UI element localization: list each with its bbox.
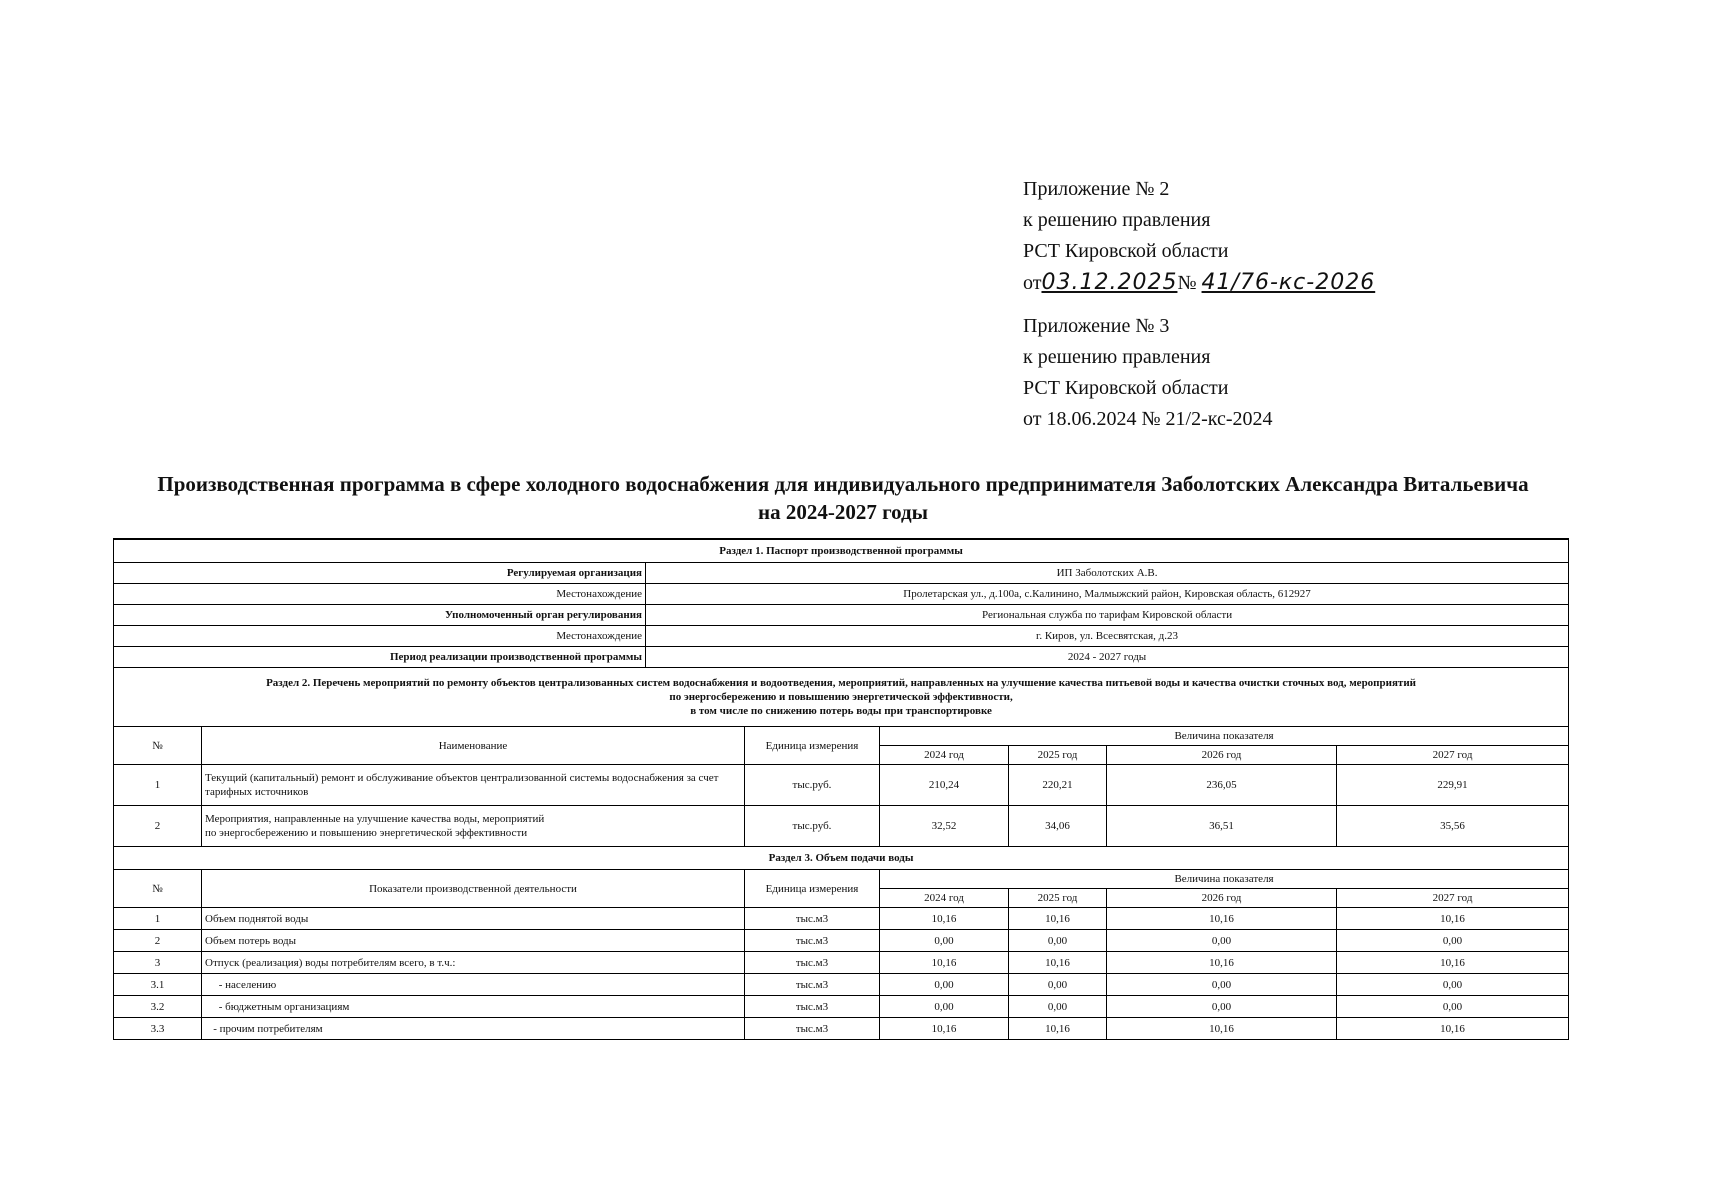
passport-label: Период реализации производственной программы [114, 647, 646, 668]
table-row [114, 974, 1569, 996]
row-name: - бюджетным организациям [202, 996, 745, 1018]
passport-row [114, 563, 1569, 584]
row-value-2024: 0,00 [880, 974, 1009, 996]
annex-2-number-sign: № [1177, 272, 1197, 294]
row-name: - населению [202, 974, 745, 996]
row-value-2025: 10,16 [1009, 908, 1107, 930]
row-unit: тыс.руб. [745, 765, 880, 806]
row-number: 3.1 [114, 974, 202, 996]
row-value-2025: 10,16 [1009, 952, 1107, 974]
table-row [114, 1018, 1569, 1040]
row-name [202, 765, 745, 806]
row-value-2027: 0,00 [1337, 974, 1569, 996]
row-value-2026: 36,51 [1107, 806, 1337, 847]
row-value-2024: 0,00 [880, 996, 1009, 1018]
row-value-2026: 10,16 [1107, 908, 1337, 930]
row-number: 1 [114, 908, 202, 930]
row-value-2025: 34,06 [1009, 806, 1107, 847]
row-name-line-1: Текущий (капитальный) ремонт и обслуживание объектов централизованной системы водоснабжения за счет [205, 772, 719, 784]
handwritten-number: 41/76-кс-2026 [1201, 270, 1376, 295]
section-2-heading [114, 668, 1569, 727]
row-value-2027: 10,16 [1337, 908, 1569, 930]
row-value-2024: 10,16 [880, 952, 1009, 974]
row-unit: тыс.м3 [745, 930, 880, 952]
section-3-heading: Раздел 3. Объем подачи воды [114, 847, 1569, 870]
row-unit: тыс.м3 [745, 996, 880, 1018]
col-value-header: Величина показателя [880, 727, 1569, 746]
year-header: 2024 год [880, 889, 1009, 908]
annex-3-title: Приложение № 3 [1023, 315, 1170, 337]
row-value-2024: 10,16 [880, 908, 1009, 930]
passport-label: Местонахождение [114, 626, 646, 647]
title-line-1: Производственная программа в сфере холодного водоснабжения для индивидуального предпринимателя Заболотских Александра Витальевича [157, 472, 1529, 496]
table-row [114, 952, 1569, 974]
section-1-heading-row [114, 539, 1569, 563]
row-number: 1 [114, 765, 202, 806]
row-value-2027: 0,00 [1337, 930, 1569, 952]
row-name: Отпуск (реализация) воды потребителям всего, в т.ч.: [202, 952, 745, 974]
row-number: 3 [114, 952, 202, 974]
title-line-2: на 2024-2027 годы [757, 500, 929, 524]
row-name: Объем поднятой воды [202, 908, 745, 930]
section-2-header-row [114, 727, 1569, 746]
passport-row [114, 605, 1569, 626]
passport-row [114, 647, 1569, 668]
year-header: 2025 год [1009, 889, 1107, 908]
row-value-2024: 0,00 [880, 930, 1009, 952]
row-name-line-1: Мероприятия, направленные на улучшение качества воды, мероприятий [205, 813, 545, 825]
row-value-2024: 10,16 [880, 1018, 1009, 1040]
row-name-line-2: тарифных источников [205, 786, 309, 798]
row-name: Объем потерь воды [202, 930, 745, 952]
row-value-2026: 0,00 [1107, 930, 1337, 952]
col-name-header: Наименование [202, 727, 745, 765]
row-value-2026: 0,00 [1107, 974, 1337, 996]
row-unit: тыс.м3 [745, 1018, 880, 1040]
row-value-2025: 0,00 [1009, 974, 1107, 996]
row-value-2026: 10,16 [1107, 952, 1337, 974]
passport-value: 2024 - 2027 годы [646, 647, 1569, 668]
passport-row [114, 584, 1569, 605]
annex-3-date-line: от 18.06.2024 № 21/2-кс-2024 [1023, 408, 1273, 430]
row-value-2025: 10,16 [1009, 1018, 1107, 1040]
passport-value: ИП Заболотских А.В. [646, 563, 1569, 584]
row-number: 2 [114, 806, 202, 847]
table-row [114, 806, 1569, 847]
table-row [114, 908, 1569, 930]
annex-3-decision: к решению правления [1023, 346, 1211, 368]
passport-label: Регулируемая организация [114, 563, 646, 584]
row-value-2027: 10,16 [1337, 952, 1569, 974]
document-title [113, 470, 1573, 526]
year-header: 2027 год [1337, 746, 1569, 765]
row-unit: тыс.руб. [745, 806, 880, 847]
col-no-header: № [114, 870, 202, 908]
row-number: 2 [114, 930, 202, 952]
row-value-2027: 0,00 [1337, 996, 1569, 1018]
annex-2-title: Приложение № 2 [1023, 178, 1170, 200]
row-value-2025: 220,21 [1009, 765, 1107, 806]
program-table [113, 538, 1569, 1040]
row-value-2024: 210,24 [880, 765, 1009, 806]
year-header: 2026 год [1107, 889, 1337, 908]
row-unit: тыс.м3 [745, 974, 880, 996]
row-value-2026: 0,00 [1107, 996, 1337, 1018]
col-name-header: Показатели производственной деятельности [202, 870, 745, 908]
year-header: 2026 год [1107, 746, 1337, 765]
row-value-2025: 0,00 [1009, 930, 1107, 952]
year-header: 2027 год [1337, 889, 1569, 908]
col-unit-header: Единица измерения [745, 727, 880, 765]
col-value-header: Величина показателя [880, 870, 1569, 889]
annex-2-decision: к решению правления [1023, 209, 1211, 231]
passport-value: Пролетарская ул., д.100а, с.Калинино, Малмыжский район, Кировская область, 612927 [646, 584, 1569, 605]
table-row [114, 765, 1569, 806]
row-value-2024: 32,52 [880, 806, 1009, 847]
col-unit-header: Единица измерения [745, 870, 880, 908]
section-1-heading: Раздел 1. Паспорт производственной программы [114, 539, 1569, 563]
annex-2-authority: РСТ Кировской области [1023, 240, 1229, 262]
passport-value: г. Киров, ул. Всесвятская, д.23 [646, 626, 1569, 647]
section-3-header-row [114, 870, 1569, 889]
row-name-line-2: по энергосбережению и повышению энергетической эффективности [205, 827, 528, 839]
col-no-header: № [114, 727, 202, 765]
section-2-heading-line-2: по энергосбережению и повышению энергетической эффективности, [669, 691, 1013, 703]
annex-3-authority: РСТ Кировской области [1023, 377, 1229, 399]
handwritten-date: 03.12.2025 [1041, 270, 1178, 295]
annex-2-date-line [1023, 267, 1375, 299]
row-name [202, 806, 745, 847]
section-2-heading-line-3: в том числе по снижению потерь воды при транспортировке [690, 705, 992, 717]
row-value-2025: 0,00 [1009, 996, 1107, 1018]
row-value-2026: 10,16 [1107, 1018, 1337, 1040]
annex-2-block [1023, 174, 1375, 299]
passport-label: Уполномоченный орган регулирования [114, 605, 646, 626]
row-value-2026: 236,05 [1107, 765, 1337, 806]
section-3-heading-row [114, 847, 1569, 870]
row-value-2027: 229,91 [1337, 765, 1569, 806]
year-header: 2024 год [880, 746, 1009, 765]
row-unit: тыс.м3 [745, 952, 880, 974]
section-2-heading-row [114, 668, 1569, 727]
row-number: 3.3 [114, 1018, 202, 1040]
program-table-wrapper [113, 538, 1568, 1040]
row-number: 3.2 [114, 996, 202, 1018]
annex-2-prefix: от [1023, 272, 1042, 294]
row-name: - прочим потребителям [202, 1018, 745, 1040]
row-value-2027: 10,16 [1337, 1018, 1569, 1040]
year-header: 2025 год [1009, 746, 1107, 765]
table-row [114, 930, 1569, 952]
section-2-heading-line-1: Раздел 2. Перечень мероприятий по ремонту объектов централизованных систем водоснабжения и водоотведения, мероприятий, направленных на улучшение качества питьевой воды и качества очистки сточных вод, мероприятий [266, 677, 1417, 689]
annex-3-block [1023, 311, 1273, 435]
passport-value: Региональная служба по тарифам Кировской области [646, 605, 1569, 626]
row-value-2027: 35,56 [1337, 806, 1569, 847]
table-row [114, 996, 1569, 1018]
row-unit: тыс.м3 [745, 908, 880, 930]
passport-label: Местонахождение [114, 584, 646, 605]
passport-row [114, 626, 1569, 647]
